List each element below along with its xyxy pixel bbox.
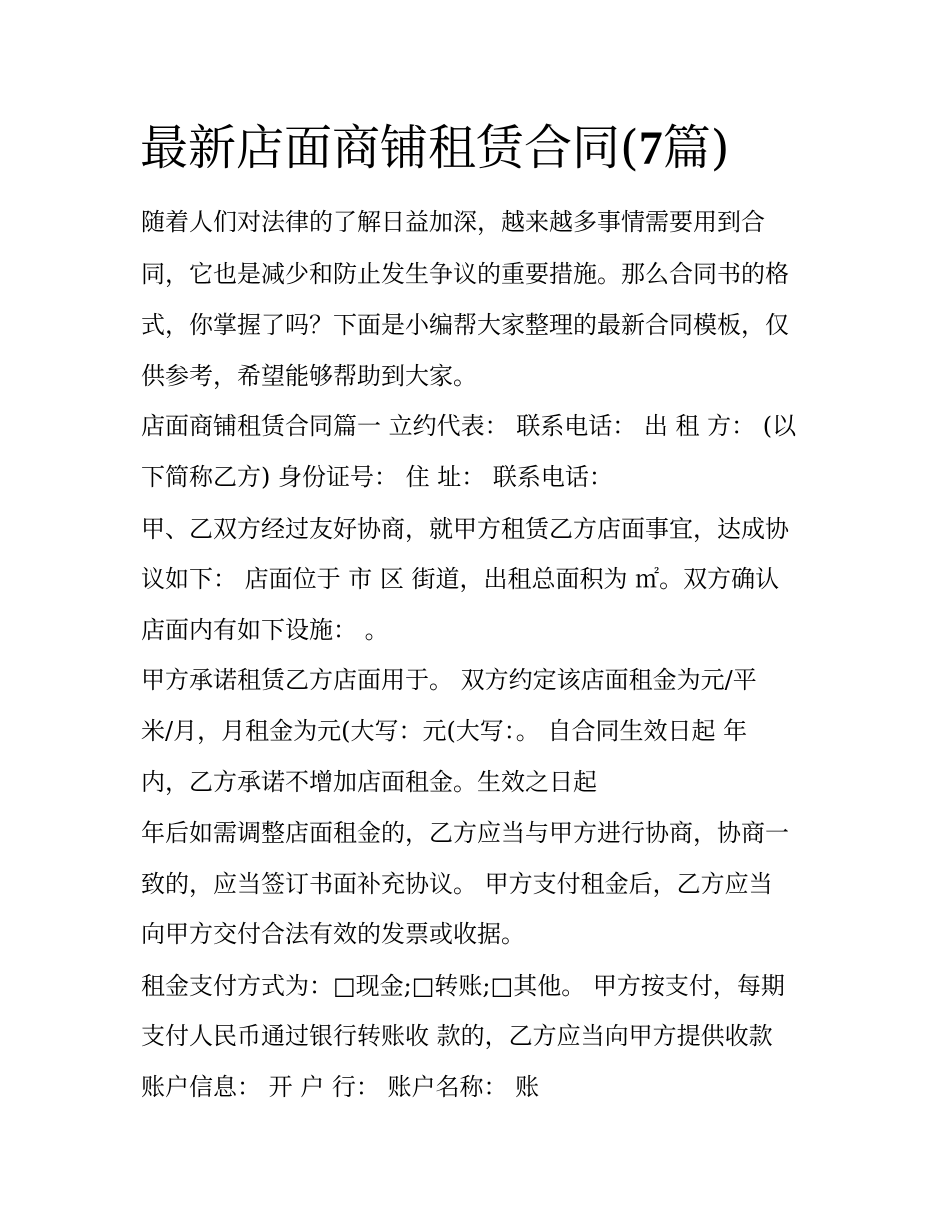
document-title <box>140 112 840 185</box>
body-line: 议如下： 店面位于 市 区 街道，出租总面积为 ㎡。双方确认 <box>141 565 780 593</box>
body-line: 米/月，月租金为元(大写：元(大写：。 自合同生效日起 年 <box>141 717 748 745</box>
body-line: 同，它也是减少和防止发生争议的重要措施。那么合同书的格 <box>141 260 789 288</box>
title-main: 最新店面商铺租赁合同( <box>140 120 639 176</box>
body-line: 内，乙方承诺不增加店面租金。生效之日起 <box>141 768 597 796</box>
body-line: 账户信息： 开 户 行： 账户名称： 账 <box>141 1073 540 1101</box>
body-line: 下简称乙方) 身份证号： 住 址： 联系电话： <box>141 463 613 491</box>
body-line: 支付人民币通过银行转账收 款的，乙方应当向甲方提供收款 <box>141 1022 773 1050</box>
body-line: 店面商铺租赁合同篇一 立约代表： 联系电话： 出 租 方： (以 <box>141 412 797 440</box>
body-line: 随着人们对法律的了解日益加深，越来越多事情需要用到合 <box>141 208 765 236</box>
body-line: 甲、乙双方经过友好协商，就甲方租赁乙方店面事宜，达成协 <box>141 515 789 543</box>
body-line: 致的，应当签订书面补充协议。 甲方支付租金后，乙方应当 <box>141 870 773 898</box>
body-line: 甲方承诺租赁乙方店面用于。 双方约定该店面租金为元/平 <box>141 666 757 694</box>
title-suffix: 篇) <box>662 120 730 176</box>
title-count: 7 <box>638 122 663 175</box>
body-line: 店面内有如下设施： 。 <box>141 616 389 644</box>
body-line: 向甲方交付合法有效的发票或收据。 <box>141 920 525 948</box>
body-line: 供参考，希望能够帮助到大家。 <box>141 362 477 390</box>
body-line: 年后如需调整店面租金的，乙方应当与甲方进行协商，协商一 <box>141 819 789 847</box>
body-line: 式，你掌握了吗？下面是小编帮大家整理的最新合同模板，仅 <box>141 311 789 339</box>
body-line: 租金支付方式为：□现金;□转账;□其他。 甲方按支付，每期 <box>141 972 785 1000</box>
